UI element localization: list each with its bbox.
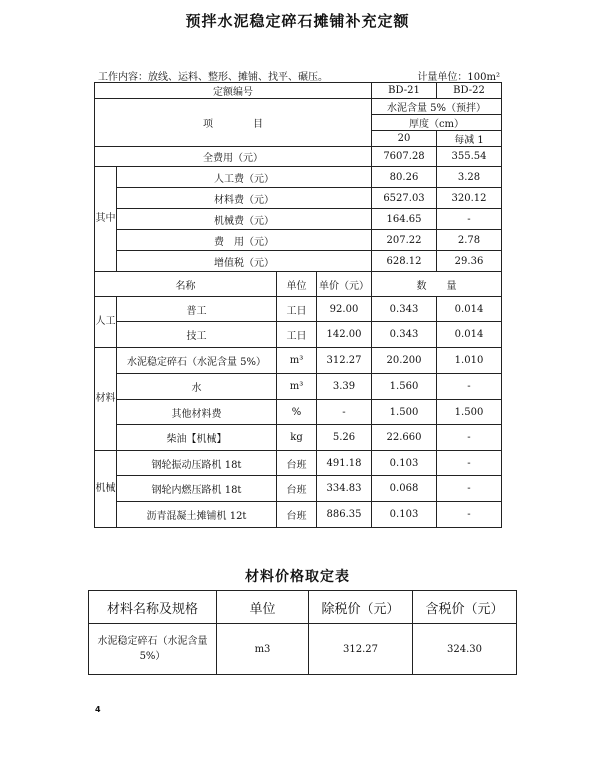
cost-value: 6527.03 xyxy=(372,188,437,209)
item-quantity: 1.500 xyxy=(437,400,502,425)
item-unit: kg xyxy=(277,425,317,451)
material-row xyxy=(95,348,502,374)
item-price: 886.35 xyxy=(317,502,372,528)
item-unit: m³ xyxy=(277,374,317,400)
price-unit: m3 xyxy=(217,624,309,675)
item-quantity: 1.560 xyxy=(372,374,437,400)
machine-row xyxy=(95,476,502,502)
code-row xyxy=(95,83,502,99)
price-header-row xyxy=(89,591,517,624)
item-quantity: 0.014 xyxy=(437,297,502,322)
material-row xyxy=(95,400,502,425)
item-quantity: 0.014 xyxy=(437,322,502,348)
cost-label: 人工费（元） xyxy=(117,167,372,188)
quantity-header: 数 量 xyxy=(372,272,502,297)
price-material-name: 水泥稳定碎石（水泥含量 5%） xyxy=(89,624,217,675)
cost-value: 3.28 xyxy=(437,167,502,188)
price-header-name: 材料名称及规格 xyxy=(89,591,217,624)
item-name: 柴油【机械】 xyxy=(117,425,277,451)
item-label: 项 目 xyxy=(95,99,372,147)
item-name: 技工 xyxy=(117,322,277,348)
cost-row xyxy=(95,167,502,188)
total-label: 全费用（元） xyxy=(95,147,372,167)
cost-label: 费 用（元） xyxy=(117,230,372,251)
material-row xyxy=(95,374,502,400)
item-name: 水 xyxy=(117,374,277,400)
item-unit: 台班 xyxy=(277,451,317,476)
labor-group-label: 人工 xyxy=(95,297,117,348)
price-inc-tax: 324.30 xyxy=(413,624,517,675)
header-row xyxy=(95,99,502,115)
item-quantity: 1.010 xyxy=(437,348,502,374)
item-quantity: 0.103 xyxy=(372,502,437,528)
price-table-title: 材料价格取定表 xyxy=(245,569,350,585)
cost-label: 增值税（元） xyxy=(117,251,372,272)
price-row xyxy=(89,624,517,675)
unit-header: 单位 xyxy=(277,272,317,297)
cost-value: 29.36 xyxy=(437,251,502,272)
item-quantity: 0.343 xyxy=(372,297,437,322)
price-header-unit: 单位 xyxy=(217,591,309,624)
cost-value: - xyxy=(437,209,502,230)
code-cell: BD-22 xyxy=(437,83,502,99)
item-quantity: - xyxy=(437,476,502,502)
machine-row xyxy=(95,451,502,476)
labor-row xyxy=(95,322,502,348)
item-name: 普工 xyxy=(117,297,277,322)
cost-row xyxy=(95,209,502,230)
item-unit: 工日 xyxy=(277,297,317,322)
price-ex-tax: 312.27 xyxy=(309,624,413,675)
item-price: 142.00 xyxy=(317,322,372,348)
code-cell: BD-21 xyxy=(372,83,437,99)
cost-value: 207.22 xyxy=(372,230,437,251)
total-value: 7607.28 xyxy=(372,147,437,167)
item-price: 5.26 xyxy=(317,425,372,451)
cost-value: 320.12 xyxy=(437,188,502,209)
item-unit: 工日 xyxy=(277,322,317,348)
item-quantity: 0.068 xyxy=(372,476,437,502)
cost-row xyxy=(95,188,502,209)
item-price: 3.39 xyxy=(317,374,372,400)
cost-row xyxy=(95,230,502,251)
item-quantity: 0.103 xyxy=(372,451,437,476)
cost-value: 2.78 xyxy=(437,230,502,251)
item-quantity: - xyxy=(437,374,502,400)
cost-label: 材料费（元） xyxy=(117,188,372,209)
page-number: 4 xyxy=(95,705,101,714)
thickness-value: 20 xyxy=(372,131,437,147)
item-quantity: - xyxy=(437,502,502,528)
detail-header-row xyxy=(95,272,502,297)
material-group-label: 材料 xyxy=(95,348,117,451)
labor-row xyxy=(95,297,502,322)
item-quantity: 1.500 xyxy=(372,400,437,425)
price-table xyxy=(88,590,517,675)
cost-value: 80.26 xyxy=(372,167,437,188)
item-price: 334.83 xyxy=(317,476,372,502)
item-price: 312.27 xyxy=(317,348,372,374)
work-content: 工作内容：放线、运料、整形、摊铺、找平、碾压。 xyxy=(98,72,328,83)
quota-table xyxy=(94,82,502,528)
item-price: - xyxy=(317,400,372,425)
item-unit: m³ xyxy=(277,348,317,374)
thickness-label: 厚度（cm） xyxy=(372,115,502,131)
total-row xyxy=(95,147,502,167)
cost-value: 164.65 xyxy=(372,209,437,230)
item-price: 92.00 xyxy=(317,297,372,322)
item-name: 钢轮内燃压路机 18t xyxy=(117,476,277,502)
cost-value: 628.12 xyxy=(372,251,437,272)
item-unit: % xyxy=(277,400,317,425)
code-label: 定额编号 xyxy=(95,83,372,99)
item-name: 沥青混凝土摊铺机 12t xyxy=(117,502,277,528)
item-unit: 台班 xyxy=(277,502,317,528)
item-quantity: 20.200 xyxy=(372,348,437,374)
item-price: 491.18 xyxy=(317,451,372,476)
material-row xyxy=(95,425,502,451)
thickness-value: 每减 1 xyxy=(437,131,502,147)
cement-label: 水泥含量 5%（预拌） xyxy=(372,99,502,115)
item-quantity: - xyxy=(437,451,502,476)
item-name: 水泥稳定碎石（水泥含量 5%） xyxy=(117,348,277,374)
price-header-inc-tax: 含税价（元） xyxy=(413,591,517,624)
page-title: 预拌水泥稳定碎石摊铺补充定额 xyxy=(185,12,410,30)
machine-group-label: 机械 xyxy=(95,451,117,528)
among-group-label: 其中 xyxy=(95,167,117,272)
item-quantity: 0.343 xyxy=(372,322,437,348)
item-unit: 台班 xyxy=(277,476,317,502)
name-header: 名称 xyxy=(95,272,277,297)
measurement-unit: 计量单位：100m² xyxy=(417,72,500,83)
item-quantity: - xyxy=(437,425,502,451)
price-header: 单价（元） xyxy=(317,272,372,297)
cost-label: 机械费（元） xyxy=(117,209,372,230)
item-quantity: 22.660 xyxy=(372,425,437,451)
price-header-ex-tax: 除税价（元） xyxy=(309,591,413,624)
total-value: 355.54 xyxy=(437,147,502,167)
item-name: 钢轮振动压路机 18t xyxy=(117,451,277,476)
item-name: 其他材料费 xyxy=(117,400,277,425)
machine-row xyxy=(95,502,502,528)
cost-row xyxy=(95,251,502,272)
